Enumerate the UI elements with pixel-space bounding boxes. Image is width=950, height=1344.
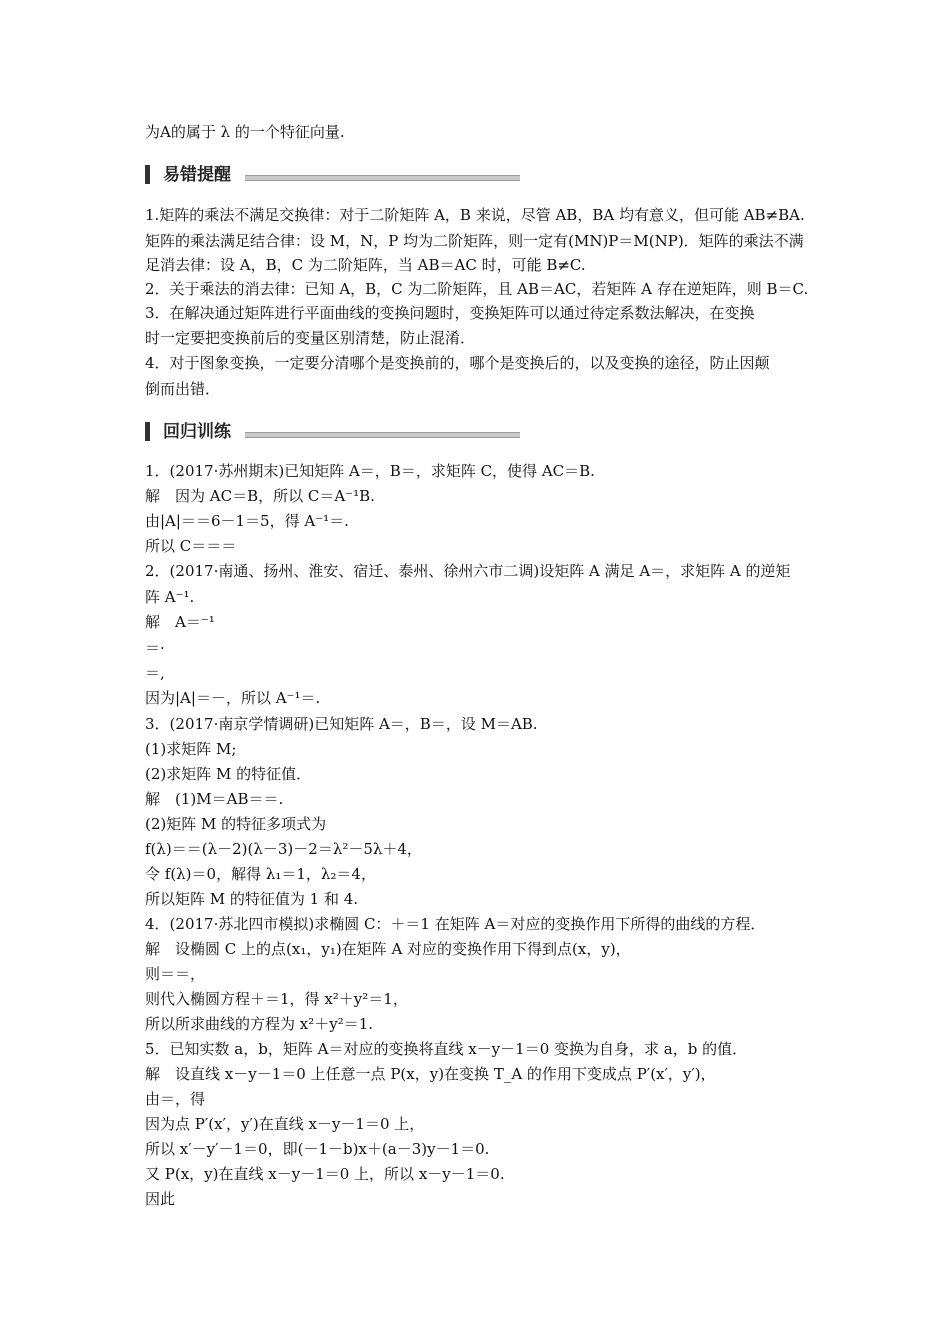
pitfall-line: 时一定要把变换前后的变量区别清楚，防止混淆．: [145, 329, 476, 347]
pitfall-line: 倒而出错．: [145, 380, 221, 398]
heading-title: 回归训练: [163, 422, 231, 442]
pitfall-line: 3．在解决通过矩阵进行平面曲线的变换问题时，变换矩阵可以通过待定系数法解决，在变换: [145, 304, 755, 322]
review-line: 3．(2017·南京学情调研)已知矩阵 A＝，B＝，设 M＝AB.: [145, 715, 538, 733]
section-heading-pitfalls: [145, 162, 525, 188]
heading-rule: [245, 175, 520, 181]
review-line: 解 设直线 x－y－1＝0 上任意一点 P(x，y)在变换 T_A 的作用下变成点 P′(x′，y′)，: [145, 1065, 716, 1083]
heading-rule: [245, 432, 520, 438]
review-line: f(λ)＝＝(λ－2)(λ－3)－2＝λ²－5λ＋4，: [145, 840, 422, 858]
review-line: ＝·: [145, 639, 165, 657]
review-line: 所以 C＝＝＝: [145, 537, 237, 555]
review-line: 所以矩阵 M 的特征值为 1 和 4.: [145, 890, 359, 908]
pitfall-line: 矩阵的乘法满足结合律：设 M，N，P 均为二阶矩阵，则一定有(MN)P＝M(NP)．矩阵的乘法不满: [145, 232, 804, 250]
review-line: 则代入椭圆方程＋＝1，得 x²＋y²＝1，: [145, 990, 408, 1008]
heading-bar: [145, 422, 150, 441]
heading-title: 易错提醒: [163, 165, 231, 185]
review-line: 由|A|＝＝6－1＝5，得 A⁻¹＝.: [145, 512, 349, 530]
review-line: ＝,: [145, 664, 165, 682]
heading-bar: [145, 165, 150, 184]
section-heading-review: [145, 419, 525, 445]
review-line: 阵 A⁻¹.: [145, 588, 195, 606]
review-line: 又 P(x，y)在直线 x－y－1＝0 上，所以 x－y－1＝0.: [145, 1165, 505, 1183]
review-line: (2)矩阵 M 的特征多项式为: [145, 815, 327, 833]
review-line: 解 设椭圆 C 上的点(x₁，y₁)在矩阵 A 对应的变换作用下得到点(x，y)，: [145, 940, 631, 958]
review-line: 因为|A|＝－，所以 A⁻¹＝.: [145, 689, 321, 707]
review-line: 所以所求曲线的方程为 x²＋y²＝1.: [145, 1015, 374, 1033]
review-line: 因为点 P′(x′，y′)在直线 x－y－1＝0 上，: [145, 1115, 425, 1133]
review-line: 2．(2017·南通、扬州、淮安、宿迁、泰州、徐州六市二调)设矩阵 A 满足 A＝，求矩阵 A 的逆矩: [145, 562, 791, 580]
review-line: 5．已知实数 a，b，矩阵 A＝对应的变换将直线 x－y－1＝0 变换为自身，求 a，b 的值．: [145, 1040, 748, 1058]
pitfall-line: 1.矩阵的乘法不满足交换律：对于二阶矩阵 A，B 来说，尽管 AB，BA 均有意义，但可能 AB≠BA.: [145, 206, 805, 224]
review-line: 解 A＝⁻¹: [145, 613, 215, 631]
review-line: 1．(2017·苏州期末)已知矩阵 A＝，B＝，求矩阵 C，使得 AC＝B.: [145, 462, 595, 480]
review-line: (2)求矩阵 M 的特征值．: [145, 765, 312, 783]
review-line: 则＝＝，: [145, 965, 206, 983]
review-line: 由＝，得: [145, 1090, 206, 1108]
intro-line: 为A的属于 λ 的一个特征向量.: [145, 123, 345, 141]
review-line: 解 (1)M＝AB＝＝.: [145, 790, 284, 808]
review-line: 因此: [145, 1190, 176, 1208]
review-line: 解 因为 AC＝B，所以 C＝A⁻¹B.: [145, 487, 375, 505]
review-line: 所以 x′－y′－1＝0，即(－1－b)x＋(a－3)y－1＝0.: [145, 1140, 490, 1158]
pitfall-line: 2．关于乘法的消去律：已知 A，B，C 为二阶矩阵，且 AB＝AC，若矩阵 A 存在逆矩阵，则 B＝C.: [145, 280, 809, 298]
review-line: 令 f(λ)＝0，解得 λ₁＝1，λ₂＝4，: [145, 865, 376, 883]
pitfall-line: 4．对于图象变换，一定要分清哪个是变换前的，哪个是变换后的，以及变换的途径，防止因颠: [145, 354, 770, 372]
pitfall-line: 足消去律：设 A，B，C 为二阶矩阵，当 AB＝AC 时，可能 B≠C.: [145, 256, 586, 274]
review-line: 4．(2017·苏北四市模拟)求椭圆 C：＋＝1 在矩阵 A＝对应的变换作用下所得的曲线的方程．: [145, 915, 766, 933]
review-line: (1)求矩阵 M;: [145, 740, 237, 758]
